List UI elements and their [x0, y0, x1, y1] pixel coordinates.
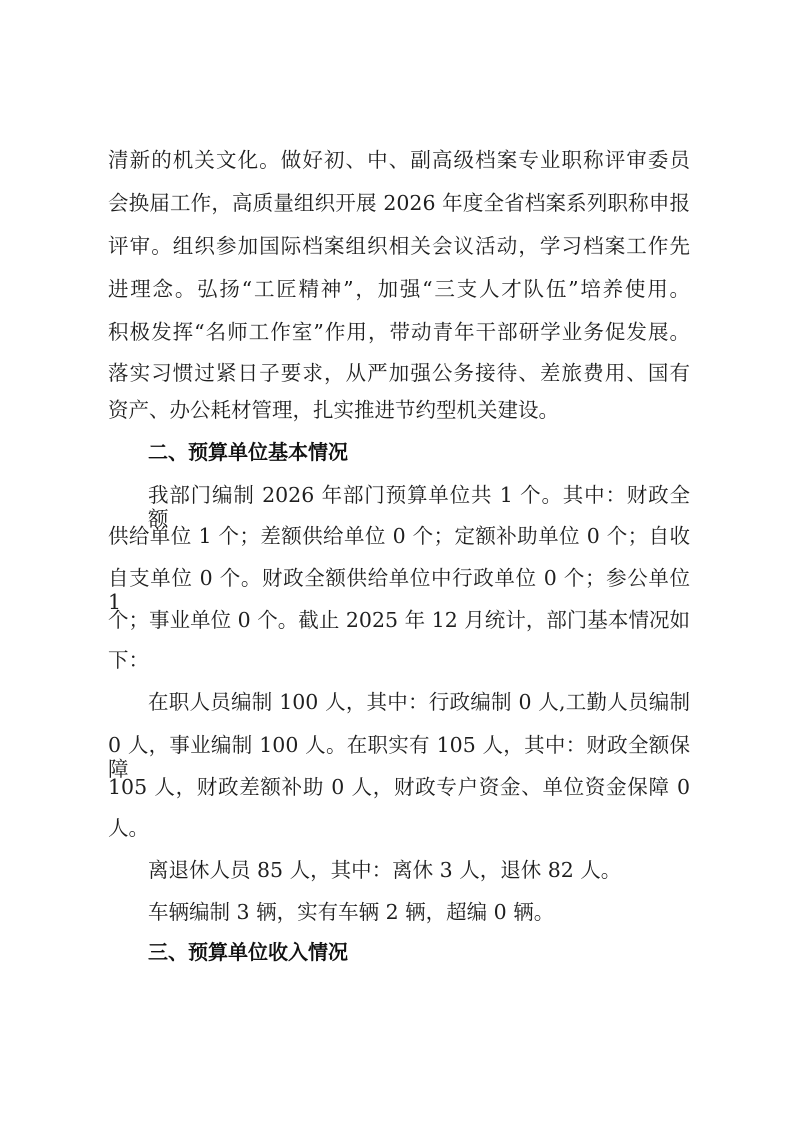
text-line: 落实习惯过紧日子要求，从严加强公务接待、差旅费用、国有 [108, 361, 690, 385]
text-line: 供给单位 1 个；差额供给单位 0 个；定额补助单位 0 个；自收 [108, 524, 690, 548]
text-line: 资产、办公耗材管理，扎实推进节约型机关建设。 [108, 398, 559, 422]
text-line: 积极发挥“名师工作室”作用，带动青年干部研学业务促发展。 [108, 320, 690, 344]
text-line: 个；事业单位 0 个。截止 2025 年 12 月统计，部门基本情况如 [108, 608, 690, 632]
text-line: 评审。组织参加国际档案组织相关会议活动，学习档案工作先 [108, 234, 690, 258]
text-line: 下： [108, 648, 149, 672]
section-heading-income: 三、预算单位收入情况 [148, 940, 348, 964]
text-line: 进理念。弘扬“工匠精神”，加强“三支人才队伍”培养使用。 [108, 277, 690, 301]
text-line: 清新的机关文化。做好初、中、副高级档案专业职称评审委员 [108, 148, 690, 172]
text-line: 我部门编制 2026 年部门预算单位共 1 个。其中：财政全额 [148, 483, 690, 531]
paragraph-retirees: 离退休人员 85 人，其中：离休 3 人，退休 82 人。 [148, 858, 622, 882]
text-line: 会换届工作，高质量组织开展 2026 年度全省档案系列职称申报 [108, 191, 690, 215]
text-line: 在职人员编制 100 人，其中：行政编制 0 人,工勤人员编制 [148, 690, 690, 714]
text-line: 105 人，财政差额补助 0 人，财政专户资金、单位资金保障 0 [108, 775, 690, 799]
section-heading-basic-info: 二、预算单位基本情况 [148, 440, 348, 464]
text-line: 人。 [108, 816, 149, 840]
text-line: 自支单位 0 个。财政全额供给单位中行政单位 0 个；参公单位 1 [108, 566, 690, 614]
paragraph-vehicles: 车辆编制 3 辆，实有车辆 2 辆，超编 0 辆。 [148, 900, 555, 924]
text-line: 0 人，事业编制 100 人。在职实有 105 人，其中：财政全额保障 [108, 733, 690, 781]
